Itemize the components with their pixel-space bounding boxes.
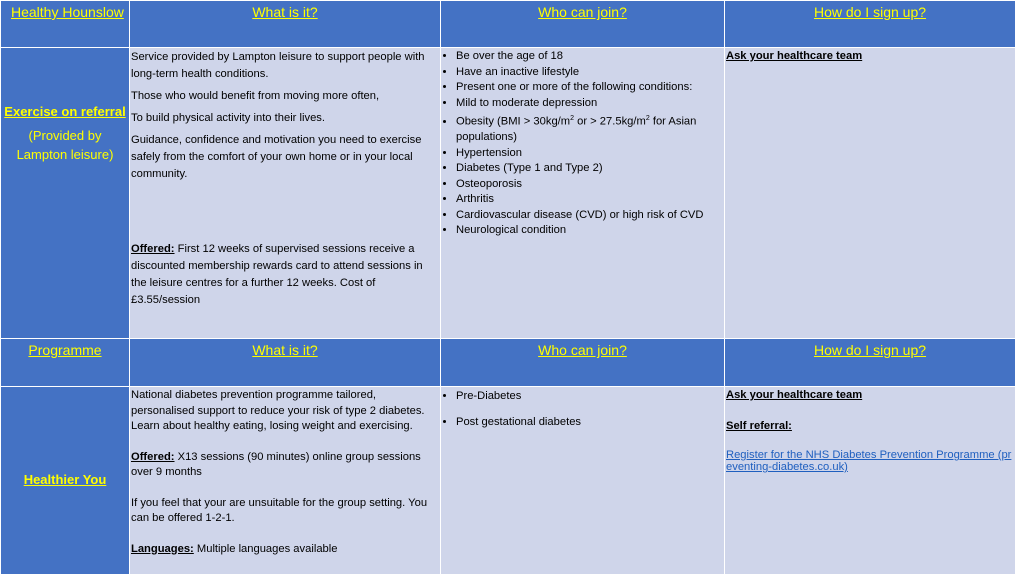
list-item: • Post gestational diabetes	[456, 415, 720, 431]
header-who-can-join-2: Who can join?	[538, 342, 627, 358]
list-item: • Osteoporosis	[456, 177, 720, 193]
healthier-what-cell	[129, 386, 441, 575]
obesity-sup1: 2	[570, 115, 574, 122]
header-cell-how-sign-up-2	[724, 338, 1016, 387]
exercise-on-referral-title: Exercise on referral	[4, 104, 126, 119]
side-cell-exercise-on-referral	[0, 47, 130, 339]
list-item: • Be over the age of 18	[456, 49, 720, 65]
exercise-what-p4: Guidance, confidence and motivation you need to exercise safely from the comfort of your own home or in your local community.	[131, 134, 422, 180]
header-cell-programme	[0, 338, 130, 387]
healthier-what-p1: National diabetes prevention programme tailored, personalised support to reduce your risk of type 2 diabetes. Learn about healthy eating, losing weight and exercising.	[131, 389, 425, 432]
list-item: • Cardiovascular disease (CVD) or high risk of CVD	[456, 208, 720, 224]
header-cell-what-is-it-2	[129, 338, 441, 387]
healthier-languages-text: Multiple languages available	[193, 542, 338, 555]
header-cell-who-can-join-2	[440, 338, 725, 387]
list-item: • Mild to moderate depression	[456, 96, 720, 112]
list-item: • Diabetes (Type 1 and Type 2)	[456, 161, 720, 177]
obesity-text: Obesity (BMI > 30kg/m	[456, 115, 571, 128]
exercise-what-p2: Those who would benefit from moving more often,	[131, 90, 380, 102]
side-cell-healthier-you	[0, 386, 130, 575]
healthier-offered-text: X13 sessions (90 minutes) online group sessions over 9 months	[131, 450, 421, 478]
header-how-sign-up: How do I sign up?	[813, 4, 927, 20]
healthier-languages	[131, 542, 436, 558]
header-programme: Programme	[28, 342, 102, 358]
obesity-end: for Asian populations)	[456, 115, 697, 144]
exercise-offered-text: First 12 weeks of supervised sessions receive a discounted membership rewards card to attend sessions in the leisure centres for a further 12 weeks. Cost of £3.55/session	[131, 243, 423, 306]
list-item: • Arthritis	[456, 192, 720, 208]
header-cell-how-sign-up	[724, 0, 1016, 48]
header-who-can-join: Who can join?	[538, 4, 627, 20]
provided-by-line2: Lampton leisure)	[16, 147, 114, 162]
header-healthy-hounslow: Healthy Hounslow	[11, 4, 124, 20]
header-what-is-it: What is it?	[252, 4, 318, 20]
healthier-offered-label: Offered:	[131, 450, 175, 463]
header-cell-healthy-hounslow	[0, 0, 130, 48]
obesity-mid: or > 27.5kg/m	[574, 115, 646, 128]
exercise-what-cell	[129, 47, 441, 339]
exercise-offered-label: Offered:	[131, 243, 175, 255]
healthier-languages-label: Languages:	[131, 542, 194, 555]
header-cell-who-can-join	[440, 0, 725, 48]
list-item: • Hypertension	[456, 146, 720, 162]
healthier-who-cell	[440, 386, 725, 575]
exercise-how-cell	[724, 47, 1016, 339]
exercise-who-cell	[440, 47, 725, 339]
header-what-is-it-2: What is it?	[252, 342, 318, 358]
healthier-offered	[131, 450, 436, 481]
exercise-what-p1: Service provided by Lampton leisure to support people with long-term health conditions.	[131, 51, 425, 80]
healthier-self-referral: Self referral:	[726, 419, 792, 432]
list-item: • Neurological condition	[456, 223, 720, 239]
obesity-sup2: 2	[645, 115, 650, 122]
healthier-what-p2: If you feel that your are unsuitable for the group setting. You can be offered 1-2-1.	[131, 496, 428, 524]
header-cell-what-is-it	[129, 0, 441, 48]
exercise-offered	[131, 241, 436, 309]
list-item: • Pre-Diabetes	[456, 389, 720, 405]
nhs-dpp-register-link[interactable]: Register for the NHS Diabetes Prevention Programme (preventing-diabetes.co.uk)	[726, 449, 1012, 473]
exercise-ask-healthcare-team: Ask your healthcare team	[726, 50, 863, 62]
healthier-eligibility-list	[441, 389, 720, 430]
list-item-obesity	[456, 111, 720, 146]
exercise-what-p3: To build physical activity into their lives.	[131, 111, 325, 124]
list-item: • Present one or more of the following conditions:	[456, 80, 720, 96]
healthier-you-title: Healthier You	[23, 472, 107, 487]
list-item: • Have an inactive lifestyle	[456, 65, 720, 81]
exercise-eligibility-list	[441, 49, 720, 239]
healthier-how-cell	[724, 386, 1016, 575]
header-how-sign-up-2: How do I sign up?	[813, 342, 927, 358]
provided-by-line1: (Provided by	[28, 128, 102, 143]
healthier-ask-healthcare-team: Ask your healthcare team	[726, 389, 863, 401]
